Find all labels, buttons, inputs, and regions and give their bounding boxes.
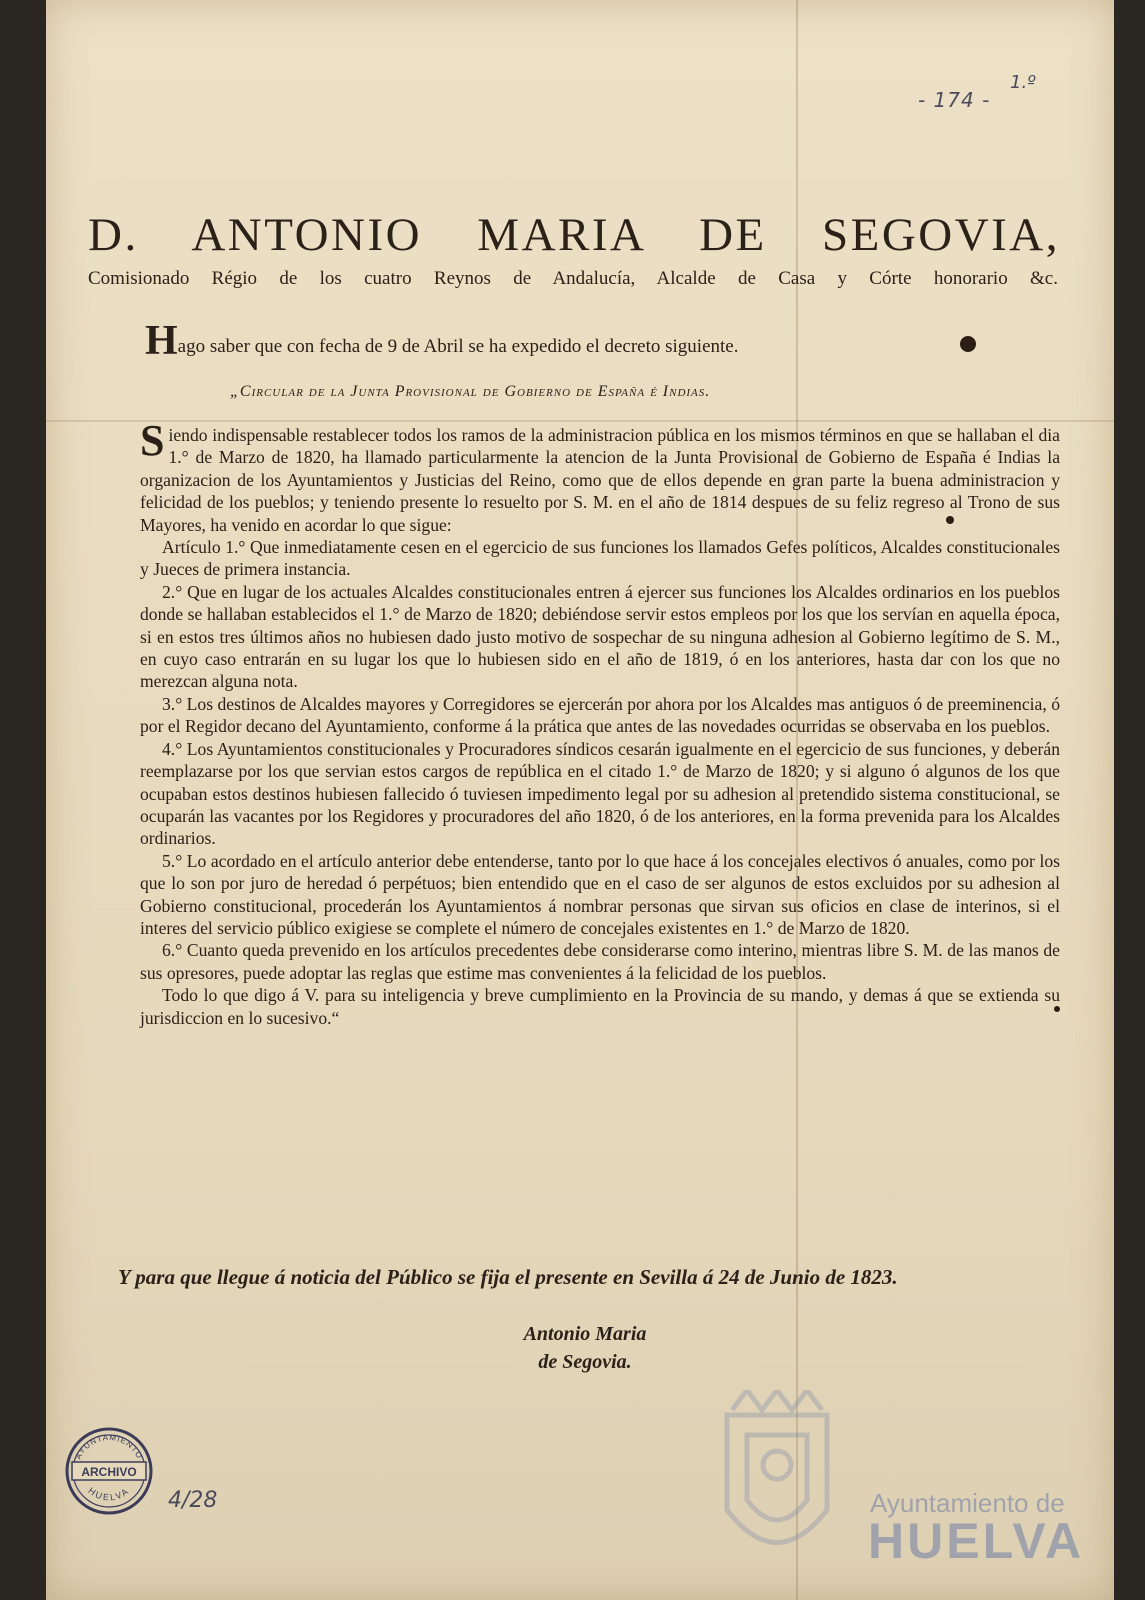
article-4: 4.° Los Ayuntamientos constitucionales y Procuradores síndicos cesarán igualmente en el egercicio de sus funciones, y deberán reemplazarse por los que servian estos cargos de república en el citado 1.° de Marzo de 1820; y si alguno ó algunos de los que ocupaban estos destinos hubiesen fallecido ó tuviesen impedimento legal por su adhesion al pretendido sistema constitucional, se ocuparán las vacantes por los Regidores y procuradores del año 1820, ó de los anteriores, en la forma prevenida para los Alcaldes ordinarios. (140, 738, 1060, 849)
article-3: 3.° Los destinos de Alcaldes mayores y Corregidores se ejercerán por ahora por los Alcaldes mas antiguos ó de preeminencia, ó por el Regidor decano del Ayuntamiento, conforme á la prática que antes de las novedades ocurridas se observaba en los pueblos. (140, 693, 1060, 737)
circular-title: „Circular de la Junta Provisional de Gobierno de España é Indias. (230, 383, 711, 400)
document-subtitle: Comisionado Régio de los cuatro Reynos de Andalucía, Alcalde de Casa y Córte honorario &c. (88, 268, 1058, 289)
lead-text: iendo indispensable restablecer todos los ramos de la administracion pública en los mismos términos en que se hallaban el dia 1.° de Marzo de 1820, ha llamado particularmente la atencion de la Junta Provisional de Gobierno de España é Indias la organizacion de los Ayuntamientos y Justicias del Reino, como que de ellos depende en gran parte la buena administracion y felicidad de los pueblos; y teniendo presente lo resuelto por S. M. en el año de 1814 despues de su feliz regreso al Trono de sus Mayores, ha venido en acordar lo que sigue: (140, 425, 1060, 535)
ink-stain (960, 336, 976, 352)
sheet-number: 1.º (1010, 72, 1036, 93)
signature-line-2: de Segovia. (538, 1351, 632, 1373)
article-2: 2.° Que en lugar de los actuales Alcaldes constitucionales entren á ejercer sus funciones los Alcaldes ordinarios en los pueblos donde se hallaban establecidos el 1.° de Marzo de 1820; debiéndose servir estos empleos por los que los servían en aquella época, si en estos tres últimos años no hubiesen dado justo motivo de sospechar de su ninguna adhesion al Gobierno legítimo de S. M., en cuyo caso entrarán en su lugar los que lo hubiesen sido en el año de 1819, ó en los anteriores, hasta dar con los que no merezcan alguna nota. (140, 581, 1060, 692)
intro-dropcap: H (145, 318, 178, 364)
decree-body (140, 416, 1060, 1029)
article-1: Artículo 1.° Que inmediatamente cesen en el egercicio de sus funciones los llamados Gefes políticos, Alcaldes constitucionales y Jueces de primera instancia. (140, 537, 1060, 580)
stamp-bottom-text: HUELVA (86, 1485, 132, 1503)
stamp-reference: 4/28 (168, 1488, 218, 1513)
ink-stain (946, 516, 954, 524)
archive-stamp (64, 1426, 154, 1516)
signature-block (455, 1320, 715, 1376)
article-5: 5.° Lo acordado en el artículo anterior debe entenderse, tanto por lo que hace á los concejales electivos ó anuales, como por los que lo son por juro de heredad ó perpétuos; bien entendido que en el caso de ser algunos de estos excluidos por su adhesion al Gobierno constitucional, procederán los Ayuntamientos á nombrar personas que sirvan sus oficios en clase de interinos, si el interes del servicio público exigiese se complete el número de concejales existentes en 1.° de Marzo de 1820. (140, 850, 1060, 938)
document-title: D. ANTONIO MARIA DE SEGOVIA, (88, 209, 1060, 261)
body-dropcap: S (140, 416, 165, 465)
folio-number: - 174 - (918, 88, 991, 112)
closing-paragraph: Y para que llegue á noticia del Público se fija el presente en Sevilla á 24 de Junio de 1823. (118, 1265, 898, 1289)
ink-stain (1054, 1006, 1060, 1012)
final-instruction: Todo lo que digo á V. para su inteligencia y breve cumplimiento en la Provincia de su mando, y demas á que se extienda su jurisdiccion en lo sucesivo.“ (140, 985, 1060, 1028)
watermark-line-1: Ayuntamiento de (870, 1488, 1065, 1518)
signature-line-1: Antonio Maria (523, 1323, 647, 1345)
svg-text:HUELVA (86, 1485, 131, 1502)
stamp-middle-text: ARCHIVO (81, 1465, 137, 1479)
watermark-line-2: HUELVA (868, 1513, 1085, 1569)
article-6: 6.° Cuanto queda prevenido en los artículos precedentes debe considerarse como interino, mientras libre S. M. de las manos de sus opresores, puede adoptar las reglas que estime mas convenientes á la felicidad de los pueblos. (140, 940, 1060, 983)
horizontal-fold-crease (46, 420, 1114, 422)
intro-paragraph (145, 318, 953, 364)
intro-text: ago saber que con fecha de 9 de Abril se ha expedido el decreto siguiente. (177, 336, 739, 357)
decree-lead-paragraph (140, 416, 1060, 536)
stamp-top-text: AYUNTAMIENTO (73, 1432, 145, 1461)
